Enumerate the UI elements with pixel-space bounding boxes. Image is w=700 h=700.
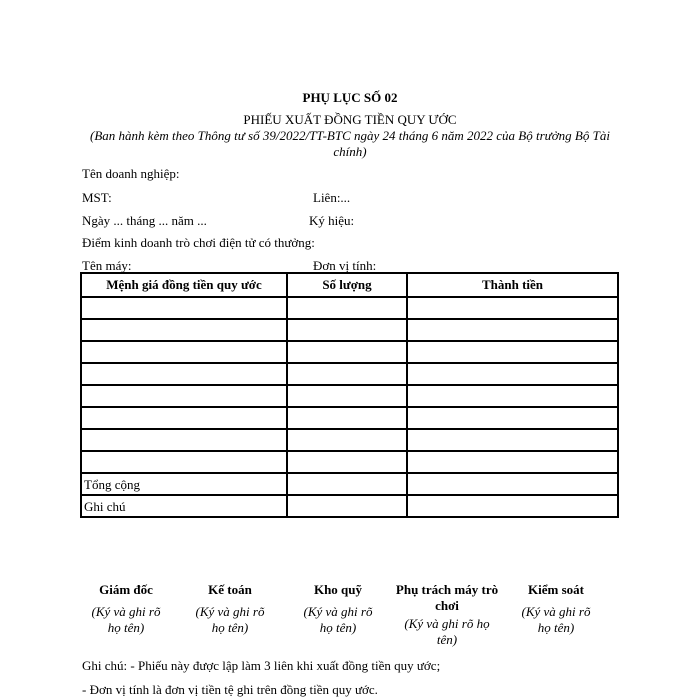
table-row: [81, 341, 618, 363]
signature-hint: (Ký và ghi rõ họ tên): [303, 604, 373, 635]
copy-number-field: Liên:...: [313, 190, 351, 205]
table-cell: [81, 319, 287, 341]
table-cell: [407, 341, 618, 363]
table-cell: [287, 363, 407, 385]
table-row: [81, 451, 618, 473]
unit-field: Đơn vị tính:: [313, 258, 377, 273]
table-cell: [407, 451, 618, 473]
table-row: [81, 363, 618, 385]
signature-role: Kế toán: [208, 582, 252, 597]
table-cell: [287, 473, 407, 495]
signature-role: Giám đốc: [99, 582, 153, 597]
signature-hint: (Ký và ghi rõ họ tên): [521, 604, 591, 635]
column-header-amount: Thành tiền: [407, 273, 618, 297]
table-cell: [287, 407, 407, 429]
table-cell: [287, 385, 407, 407]
signature-machine-manager: [386, 582, 508, 648]
signature-director: [84, 582, 168, 636]
table-cell: [287, 297, 407, 319]
table-cell: [81, 363, 287, 385]
venue-field: Điểm kinh doanh trò chơi điện tử có thưởng:: [82, 235, 315, 250]
table-header-row: [81, 273, 618, 297]
table-cell: [81, 451, 287, 473]
table-cell: [407, 429, 618, 451]
table-cell: [287, 319, 407, 341]
tax-code-field: MST:: [82, 190, 112, 205]
column-header-quantity: Số lượng: [287, 273, 407, 297]
note-row: [81, 495, 618, 517]
table-cell: [81, 407, 287, 429]
signature-hint: (Ký và ghi rõ họ tên): [91, 604, 161, 635]
table-cell: [287, 495, 407, 517]
note-label: Ghi chú: [81, 495, 287, 517]
table-cell: [81, 297, 287, 319]
table-cell: [407, 473, 618, 495]
table-cell: [287, 451, 407, 473]
table-row: [81, 319, 618, 341]
table-cell: [81, 385, 287, 407]
table-cell: [287, 429, 407, 451]
signature-hint: (Ký và ghi rõ họ tên): [404, 616, 490, 647]
table-row: [81, 385, 618, 407]
appendix-number: PHỤ LỤC SỐ 02: [302, 90, 398, 105]
note-line-1: Ghi chú: - Phiếu này được lập làm 3 liên khi xuất đồng tiền quy ước;: [82, 658, 441, 673]
table-cell: [407, 297, 618, 319]
table-cell: [407, 363, 618, 385]
note-line-2: - Đơn vị tính là đơn vị tiền tệ ghi trên đồng tiền quy ước.: [82, 682, 378, 697]
table-cell: [287, 341, 407, 363]
column-header-denomination: Mệnh giá đồng tiền quy ước: [81, 273, 287, 297]
date-field: Ngày ... tháng ... năm ...: [82, 213, 207, 228]
table-row: [81, 429, 618, 451]
total-row: [81, 473, 618, 495]
signature-accountant: [188, 582, 272, 636]
signature-hint: (Ký và ghi rõ họ tên): [195, 604, 265, 635]
table-cell: [407, 385, 618, 407]
table-cell: [407, 407, 618, 429]
form-subtitle: (Ban hành kèm theo Thông tư số 39/2022/TT-BTC ngày 24 tháng 6 năm 2022 của Bộ trưởng Bộ Tài chính): [90, 128, 610, 159]
signature-role: Kiểm soát: [528, 582, 584, 597]
coin-issue-table: [80, 272, 619, 518]
table-row: [81, 297, 618, 319]
form-title: PHIẾU XUẤT ĐỒNG TIỀN QUY ƯỚC: [243, 112, 457, 127]
signature-treasurer: [296, 582, 380, 636]
signature-role: Kho quỹ: [313, 582, 363, 597]
total-label: Tổng cộng: [81, 473, 287, 495]
table-cell: [81, 341, 287, 363]
table-row: [81, 407, 618, 429]
machine-name-field: Tên máy:: [82, 258, 132, 273]
company-name-field: Tên doanh nghiệp:: [82, 166, 180, 181]
table-cell: [407, 319, 618, 341]
signature-controller: [514, 582, 598, 636]
table-cell: [407, 495, 618, 517]
table-cell: [81, 429, 287, 451]
signature-role: Phụ trách máy trò chơi: [395, 582, 499, 613]
symbol-field: Ký hiệu:: [309, 213, 355, 228]
